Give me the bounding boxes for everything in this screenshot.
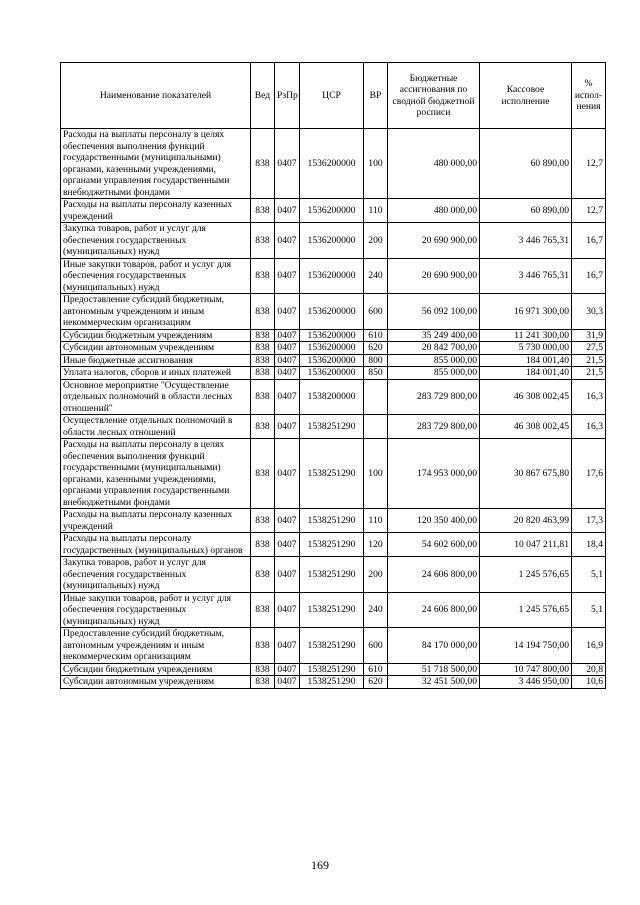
cell-csr: 1538251290 xyxy=(300,628,364,664)
cell-name: Субсидии автономным учреждениям xyxy=(61,342,251,355)
cell-pct: 16,3 xyxy=(572,415,606,439)
cell-vr: 120 xyxy=(364,533,388,557)
cell-rzpr: 0407 xyxy=(275,509,300,533)
table-row xyxy=(61,294,606,330)
cell-vr: 110 xyxy=(364,509,388,533)
header-row xyxy=(61,63,606,129)
cell-cash: 60 890,00 xyxy=(480,199,572,223)
cell-vr: 100 xyxy=(364,129,388,199)
table-row xyxy=(61,367,606,380)
cell-cash: 46 308 002,45 xyxy=(480,415,572,439)
cell-ved: 838 xyxy=(251,663,275,676)
cell-vr: 620 xyxy=(364,676,388,689)
cell-budget: 24 606 800,00 xyxy=(388,592,480,628)
cell-cash: 30 867 675,80 xyxy=(480,439,572,509)
cell-ved: 838 xyxy=(251,258,275,294)
cell-name: Расходы на выплаты персоналу в целях обеспечения выполнения функций государственными (муниципальными) органами, казенными учреждениями, органами управления государственными внебюджетными фондами xyxy=(61,129,251,199)
table-row xyxy=(61,592,606,628)
cell-rzpr: 0407 xyxy=(275,557,300,593)
cell-name: Субсидии автономным учреждениям xyxy=(61,676,251,689)
cell-budget: 84 170 000,00 xyxy=(388,628,480,664)
cell-pct: 12,7 xyxy=(572,129,606,199)
table-row xyxy=(61,509,606,533)
cell-csr: 1536200000 xyxy=(300,223,364,259)
cell-name: Уплата налогов, сборов и иных платежей xyxy=(61,367,251,380)
cell-ved: 838 xyxy=(251,628,275,664)
cell-vr: 100 xyxy=(364,439,388,509)
cell-ved: 838 xyxy=(251,379,275,415)
cell-vr: 800 xyxy=(364,354,388,367)
cell-name: Предоставление субсидий бюджетным, автономным учреждениям и иным некоммерческим организациям xyxy=(61,628,251,664)
cell-pct: 10,6 xyxy=(572,676,606,689)
cell-ved: 838 xyxy=(251,329,275,342)
header-vr: ВР xyxy=(364,63,388,129)
cell-name: Закупка товаров, работ и услуг для обеспечения государственных (муниципальных) нужд xyxy=(61,557,251,593)
table-row xyxy=(61,415,606,439)
cell-csr: 1538251290 xyxy=(300,592,364,628)
table-row xyxy=(61,223,606,259)
cell-rzpr: 0407 xyxy=(275,439,300,509)
cell-budget: 855 000,00 xyxy=(388,367,480,380)
cell-pct: 5,1 xyxy=(572,592,606,628)
cell-csr: 1538251290 xyxy=(300,439,364,509)
cell-vr: 600 xyxy=(364,628,388,664)
cell-rzpr: 0407 xyxy=(275,329,300,342)
header-cash: Кассовое исполнение xyxy=(480,63,572,129)
budget-table xyxy=(60,62,606,689)
cell-pct: 16,3 xyxy=(572,379,606,415)
cell-cash: 20 820 463,99 xyxy=(480,509,572,533)
cell-ved: 838 xyxy=(251,367,275,380)
cell-ved: 838 xyxy=(251,533,275,557)
cell-cash: 10 047 211,81 xyxy=(480,533,572,557)
cell-pct: 31,9 xyxy=(572,329,606,342)
cell-ved: 838 xyxy=(251,592,275,628)
cell-vr: 240 xyxy=(364,592,388,628)
cell-csr: 1536200000 xyxy=(300,199,364,223)
cell-pct: 12,7 xyxy=(572,199,606,223)
cell-vr: 610 xyxy=(364,329,388,342)
cell-vr: 200 xyxy=(364,557,388,593)
cell-cash: 14 194 750,00 xyxy=(480,628,572,664)
cell-budget: 56 092 100,00 xyxy=(388,294,480,330)
cell-rzpr: 0407 xyxy=(275,199,300,223)
cell-name: Субсидии бюджетным учреждениям xyxy=(61,329,251,342)
cell-pct: 17,6 xyxy=(572,439,606,509)
table-row xyxy=(61,258,606,294)
cell-budget: 855 000,00 xyxy=(388,354,480,367)
cell-pct: 16,9 xyxy=(572,628,606,664)
cell-vr: 850 xyxy=(364,367,388,380)
cell-ved: 838 xyxy=(251,676,275,689)
cell-cash: 1 245 576,65 xyxy=(480,592,572,628)
cell-pct: 17,3 xyxy=(572,509,606,533)
table-row xyxy=(61,557,606,593)
cell-ved: 838 xyxy=(251,354,275,367)
cell-name: Иные закупки товаров, работ и услуг для обеспечения государственных (муниципальных) нужд xyxy=(61,258,251,294)
cell-ved: 838 xyxy=(251,342,275,355)
cell-name: Закупка товаров, работ и услуг для обеспечения государственных (муниципальных) нужд xyxy=(61,223,251,259)
cell-budget: 120 350 400,00 xyxy=(388,509,480,533)
header-budget: Бюджетные ассигнования по сводной бюджетной росписи xyxy=(388,63,480,129)
cell-cash: 3 446 765,31 xyxy=(480,223,572,259)
table-row xyxy=(61,628,606,664)
cell-budget: 174 953 000,00 xyxy=(388,439,480,509)
cell-name: Расходы на выплаты персоналу казенных учреждений xyxy=(61,509,251,533)
cell-ved: 838 xyxy=(251,223,275,259)
cell-name: Иные бюджетные ассигнования xyxy=(61,354,251,367)
cell-vr xyxy=(364,415,388,439)
table-row xyxy=(61,354,606,367)
cell-rzpr: 0407 xyxy=(275,342,300,355)
cell-budget: 480 000,00 xyxy=(388,199,480,223)
cell-pct: 21,5 xyxy=(572,367,606,380)
cell-csr: 1536200000 xyxy=(300,329,364,342)
cell-rzpr: 0407 xyxy=(275,415,300,439)
cell-vr: 600 xyxy=(364,294,388,330)
cell-budget: 20 690 900,00 xyxy=(388,258,480,294)
table-row xyxy=(61,663,606,676)
cell-rzpr: 0407 xyxy=(275,533,300,557)
cell-vr xyxy=(364,379,388,415)
cell-name: Основное мероприятие "Осуществление отдельных полномочий в области лесных отношений" xyxy=(61,379,251,415)
cell-cash: 3 446 950,00 xyxy=(480,676,572,689)
cell-rzpr: 0407 xyxy=(275,663,300,676)
header-ved: Вед xyxy=(251,63,275,129)
cell-rzpr: 0407 xyxy=(275,294,300,330)
table-row xyxy=(61,533,606,557)
cell-name: Расходы на выплаты персоналу в целях обеспечения выполнения функций государственными (муниципальными) органами, казенными учреждениями, органами управления государственными внебюджетными фондами xyxy=(61,439,251,509)
cell-ved: 838 xyxy=(251,199,275,223)
cell-csr: 1536200000 xyxy=(300,342,364,355)
cell-budget: 32 451 500,00 xyxy=(388,676,480,689)
cell-budget: 20 842 700,00 xyxy=(388,342,480,355)
cell-name: Иные закупки товаров, работ и услуг для обеспечения государственных (муниципальных) нужд xyxy=(61,592,251,628)
table-row xyxy=(61,199,606,223)
cell-rzpr: 0407 xyxy=(275,223,300,259)
table-body xyxy=(61,129,606,689)
cell-csr: 1538251290 xyxy=(300,533,364,557)
cell-ved: 838 xyxy=(251,415,275,439)
cell-rzpr: 0407 xyxy=(275,592,300,628)
cell-csr: 1536200000 xyxy=(300,258,364,294)
cell-csr: 1538251290 xyxy=(300,509,364,533)
header-pct: % испол- нения xyxy=(572,63,606,129)
cell-pct: 16,7 xyxy=(572,223,606,259)
cell-name: Субсидии бюджетным учреждениям xyxy=(61,663,251,676)
cell-cash: 10 747 800,00 xyxy=(480,663,572,676)
cell-cash: 184 001,40 xyxy=(480,367,572,380)
cell-vr: 110 xyxy=(364,199,388,223)
cell-cash: 16 971 300,00 xyxy=(480,294,572,330)
cell-csr: 1538251290 xyxy=(300,415,364,439)
cell-pct: 27,5 xyxy=(572,342,606,355)
cell-budget: 24 606 800,00 xyxy=(388,557,480,593)
cell-ved: 838 xyxy=(251,439,275,509)
cell-rzpr: 0407 xyxy=(275,676,300,689)
cell-name: Расходы на выплаты персоналу государственных (муниципальных) органов xyxy=(61,533,251,557)
cell-cash: 5 730 000,00 xyxy=(480,342,572,355)
cell-pct: 5,1 xyxy=(572,557,606,593)
cell-csr: 1536200000 xyxy=(300,354,364,367)
cell-csr: 1538251290 xyxy=(300,676,364,689)
cell-ved: 838 xyxy=(251,557,275,593)
cell-csr: 1538251290 xyxy=(300,557,364,593)
cell-rzpr: 0407 xyxy=(275,628,300,664)
cell-cash: 3 446 765,31 xyxy=(480,258,572,294)
cell-pct: 18,4 xyxy=(572,533,606,557)
cell-rzpr: 0407 xyxy=(275,379,300,415)
cell-vr: 620 xyxy=(364,342,388,355)
cell-pct: 30,3 xyxy=(572,294,606,330)
cell-budget: 35 249 400,00 xyxy=(388,329,480,342)
cell-csr: 1536200000 xyxy=(300,367,364,380)
cell-vr: 200 xyxy=(364,223,388,259)
cell-vr: 240 xyxy=(364,258,388,294)
cell-csr: 1538200000 xyxy=(300,379,364,415)
cell-pct: 20,8 xyxy=(572,663,606,676)
table-row xyxy=(61,676,606,689)
cell-ved: 838 xyxy=(251,509,275,533)
cell-vr: 610 xyxy=(364,663,388,676)
table-row xyxy=(61,329,606,342)
cell-csr: 1538251290 xyxy=(300,663,364,676)
cell-budget: 283 729 800,00 xyxy=(388,379,480,415)
cell-rzpr: 0407 xyxy=(275,367,300,380)
cell-budget: 283 729 800,00 xyxy=(388,415,480,439)
cell-budget: 20 690 900,00 xyxy=(388,223,480,259)
header-name: Наименование показателей xyxy=(61,63,251,129)
cell-rzpr: 0407 xyxy=(275,129,300,199)
cell-name: Расходы на выплаты персоналу казенных учреждений xyxy=(61,199,251,223)
cell-cash: 1 245 576,65 xyxy=(480,557,572,593)
cell-pct: 16,7 xyxy=(572,258,606,294)
cell-cash: 184 001,40 xyxy=(480,354,572,367)
cell-rzpr: 0407 xyxy=(275,354,300,367)
cell-pct: 21,5 xyxy=(572,354,606,367)
cell-rzpr: 0407 xyxy=(275,258,300,294)
table-row xyxy=(61,342,606,355)
cell-cash: 11 241 300,00 xyxy=(480,329,572,342)
cell-budget: 54 602 600,00 xyxy=(388,533,480,557)
page-number: 169 xyxy=(311,858,329,872)
cell-name: Осуществление отдельных полномочий в области лесных отношений xyxy=(61,415,251,439)
cell-ved: 838 xyxy=(251,129,275,199)
cell-budget: 480 000,00 xyxy=(388,129,480,199)
table-row xyxy=(61,129,606,199)
header-csr: ЦСР xyxy=(300,63,364,129)
cell-cash: 60 890,00 xyxy=(480,129,572,199)
header-rzpr: РзПр xyxy=(275,63,300,129)
cell-name: Предоставление субсидий бюджетным, автономным учреждениям и иным некоммерческим организациям xyxy=(61,294,251,330)
table-row xyxy=(61,379,606,415)
table-row xyxy=(61,439,606,509)
cell-csr: 1536200000 xyxy=(300,129,364,199)
cell-cash: 46 308 002,45 xyxy=(480,379,572,415)
cell-csr: 1536200000 xyxy=(300,294,364,330)
cell-ved: 838 xyxy=(251,294,275,330)
cell-budget: 51 718 500,00 xyxy=(388,663,480,676)
